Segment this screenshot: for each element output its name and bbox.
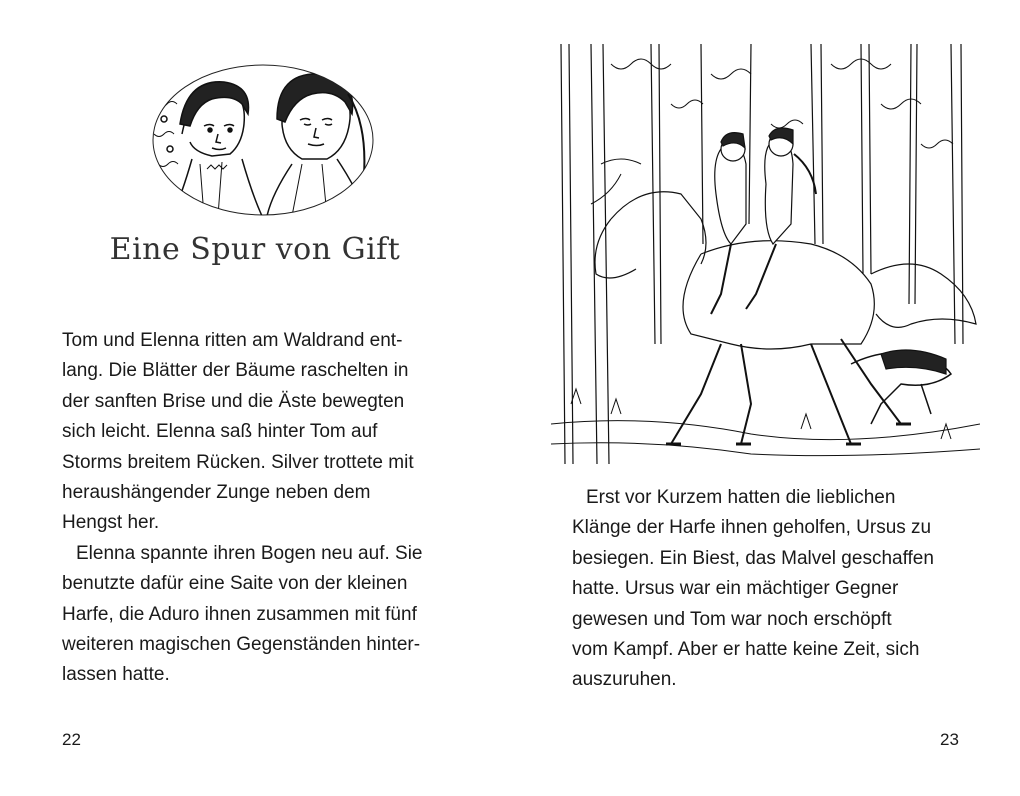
- text-line: lassen hatte.: [62, 664, 170, 686]
- right-page: [510, 0, 1020, 796]
- text-line: Erst vor Kurzem hatten die lieblichen: [586, 487, 896, 508]
- text-line: benutzte dafür eine Saite von der kleinen: [62, 573, 408, 595]
- text-line: weiteren magischen Gegenständen hinter-: [62, 633, 421, 655]
- text-line: Storms breitem Rücken. Silver trottete mit: [62, 451, 414, 473]
- text-line: gewesen und Tom war noch erschöpft: [572, 608, 892, 630]
- page-number-right: 23: [940, 730, 959, 749]
- text-line: Tom und Elenna ritten am Waldrand ent-: [62, 330, 403, 351]
- text-line: hatte. Ursus war ein mächtiger Gegner: [572, 578, 899, 600]
- chapter-title: Eine Spur von Gift: [109, 232, 401, 267]
- text-line: vom Kampf. Aber er hatte keine Zeit, sich: [572, 638, 920, 660]
- text-line: Harfe, die Aduro ihnen zusammen mit fünf: [62, 603, 417, 625]
- text-line: Klänge der Harfe ihnen geholfen, Ursus zu: [572, 517, 932, 539]
- forest-horse-scene-icon: [551, 44, 980, 464]
- text-line: besiegen. Ein Biest, das Malvel geschaffen: [572, 547, 934, 569]
- text-line: Hengst her.: [62, 512, 160, 534]
- page-number-left: 22: [62, 730, 81, 749]
- text-line: sich leicht. Elenna saß hinter Tom auf: [62, 421, 378, 443]
- right-page-text: [572, 483, 934, 696]
- text-line: Elenna spannte ihren Bogen neu auf. Sie: [76, 542, 423, 564]
- text-line: auszuruhen.: [572, 669, 677, 691]
- text-line: lang. Die Blätter der Bäume raschelten in: [62, 360, 409, 382]
- left-page-text: [62, 326, 423, 691]
- portrait-vignette-icon: [152, 64, 374, 216]
- text-line: der sanften Brise und die Äste bewegten: [62, 390, 405, 412]
- text-line: heraushängender Zunge neben dem: [62, 481, 371, 503]
